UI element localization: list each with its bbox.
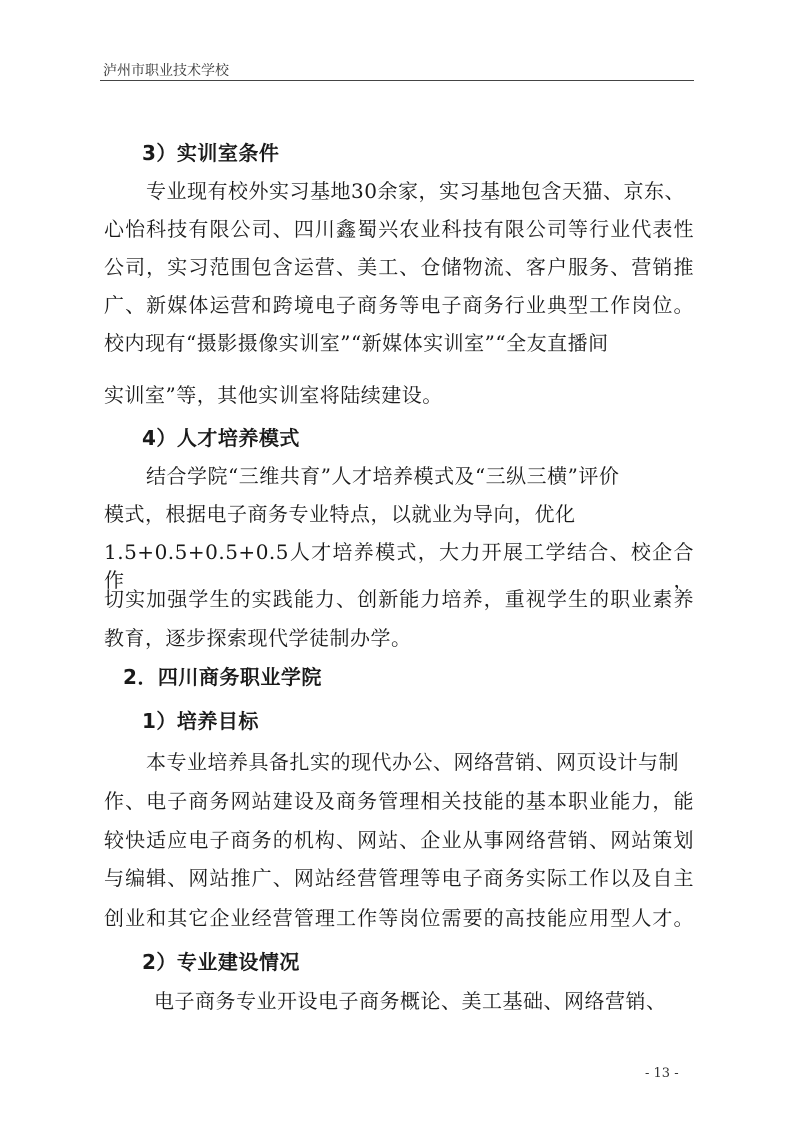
paragraph-line: 较快适应电子商务的机构、网站、企业从事网络营销、网站策划 (104, 828, 694, 852)
section-heading-sichuan-commerce: 2．四川商务职业学院 (123, 665, 322, 689)
paragraph-line: 1.5+0.5+0.5+0.5人才培养模式，大力开展工学结合、校企合作， (104, 540, 694, 592)
paragraph-line: 模式，根据电子商务专业特点，以就业为导向，优化 (104, 502, 576, 526)
paragraph-line: 与编辑、网站推广、网站经营管理等电子商务实际工作以及自主 (104, 866, 694, 890)
paragraph-line: 切实加强学生的实践能力、创新能力培养，重视学生的职业素养 (104, 587, 694, 611)
subheading-training-model: 4）人才培养模式 (142, 426, 300, 450)
paragraph-line: 心怡科技有限公司、四川鑫蜀兴农业科技有限公司等行业代表性 (104, 217, 694, 241)
subheading-training-rooms: 3）实训室条件 (142, 141, 280, 165)
paragraph-line: 本专业培养具备扎实的现代办公、网络营销、网页设计与制 (146, 750, 679, 774)
page-number: - 13 - (645, 1066, 679, 1081)
paragraph-line: 作、电子商务网站建设及商务管理相关技能的基本职业能力，能 (104, 789, 694, 813)
paragraph-line: 实训室”等，其他实训室将陆续建设。 (104, 383, 443, 407)
paragraph-line: 电子商务专业开设电子商务概论、美工基础、网络营销、 (154, 989, 667, 1013)
paragraph-line: 广、新媒体运营和跨境电子商务等电子商务行业典型工作岗位。 (104, 293, 694, 317)
subheading-training-goal: 1）培养目标 (142, 709, 259, 733)
paragraph-line: 专业现有校外实习基地30余家，实习基地包含天猫、京东、 (146, 179, 685, 203)
subheading-program-development: 2）专业建设情况 (142, 950, 300, 974)
paragraph-line: 结合学院“三维共育”人才培养模式及“三纵三横”评价 (146, 464, 620, 488)
paragraph-line: 创业和其它企业经营管理工作等岗位需要的高技能应用型人才。 (104, 906, 694, 930)
header-school-name: 泸州市职业技术学校 (103, 63, 229, 79)
paragraph-line: 教育，逐步探索现代学徒制办学。 (104, 626, 412, 650)
header-divider (100, 80, 694, 81)
paragraph-line: 公司，实习范围包含运营、美工、仓储物流、客户服务、营销推 (104, 255, 694, 279)
paragraph-line: 校内现有“摄影摄像实训室”“新媒体实训室”“全友直播间 (104, 331, 609, 355)
